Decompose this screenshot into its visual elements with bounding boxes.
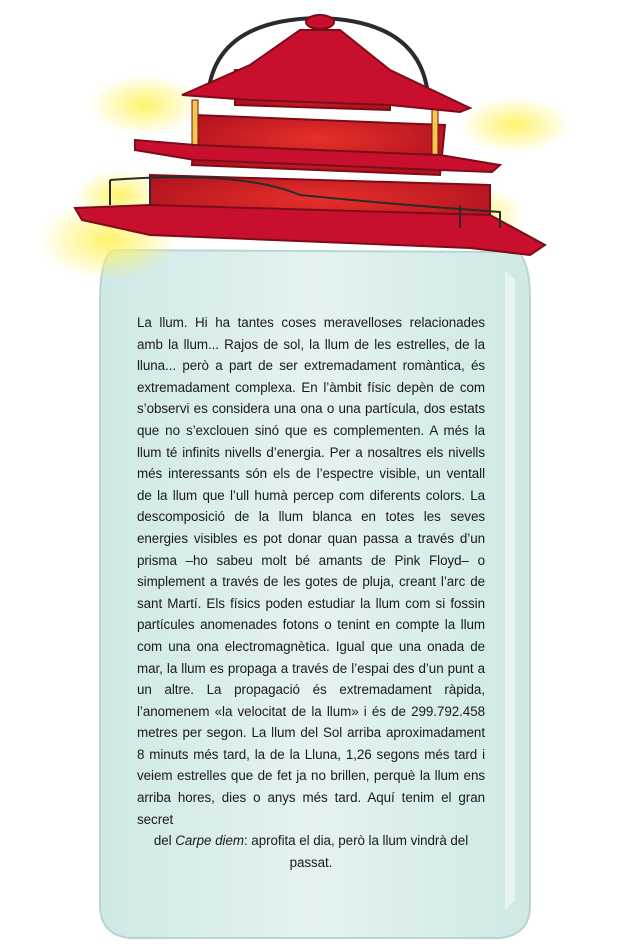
article-body: La llum. Hi ha tantes coses meravelloses relacionades amb la llum... Rajos de sol, la llum de les estrelles, de la lluna... però a part de ser extremadament romàntica, és extremadament complexa. En l’àmbit físic depèn de com s’observi es considera una ona o una partícula, dos estats que no s’exclouen sinó que es complementen. A més la llum té infinits nivells d’energia. Per a nosaltres els nivells més interessants són els de l’espectre visible, un ventall de la llum que l’ull humà percep com diferents colors. La descomposició de la llum blanca en totes les seves energies visibles es pot donar quan passa a través d’un prisma –ho sabeu molt bé amants de Pink Floyd– o simplement a través de les gotes de pluja, creant l’arc de sant Martí. Els físics poden estudiar la llum com si fossin partícules anomenades fotons o tenint en compte la llum com una ona electromagnètica. Igual que una onada de mar, la llum es propaga a través de l’espai des d’un punt a un altre. La propagació és extremadament ràpida, l’anomenem «la velocitat de la llum» i és de 299.792.458 metres per segon. La llum del Sol arriba aproximadament 8 minuts més tard, la de la Lluna, 1,26 segons més tard i veiem estrelles que de fet ja no brillen, perquè la llum ens arriba hores, dies o anys més tard. Aquí tenim el gran secret <box>137 315 485 827</box>
glow-mid-left <box>90 75 200 135</box>
pillar <box>432 108 438 158</box>
article-ending <box>137 830 485 873</box>
article-text <box>137 312 485 873</box>
ending-italic: Carpe diem <box>175 833 244 849</box>
finial <box>306 15 334 29</box>
jar-highlight <box>505 270 515 910</box>
glow-right <box>460 97 570 153</box>
ending-prefix: del <box>153 833 176 849</box>
ending-suffix: : aprofita el dia, però la llum vindrà del passat. <box>243 833 469 870</box>
top-roof <box>182 30 470 112</box>
pillar <box>192 100 198 150</box>
